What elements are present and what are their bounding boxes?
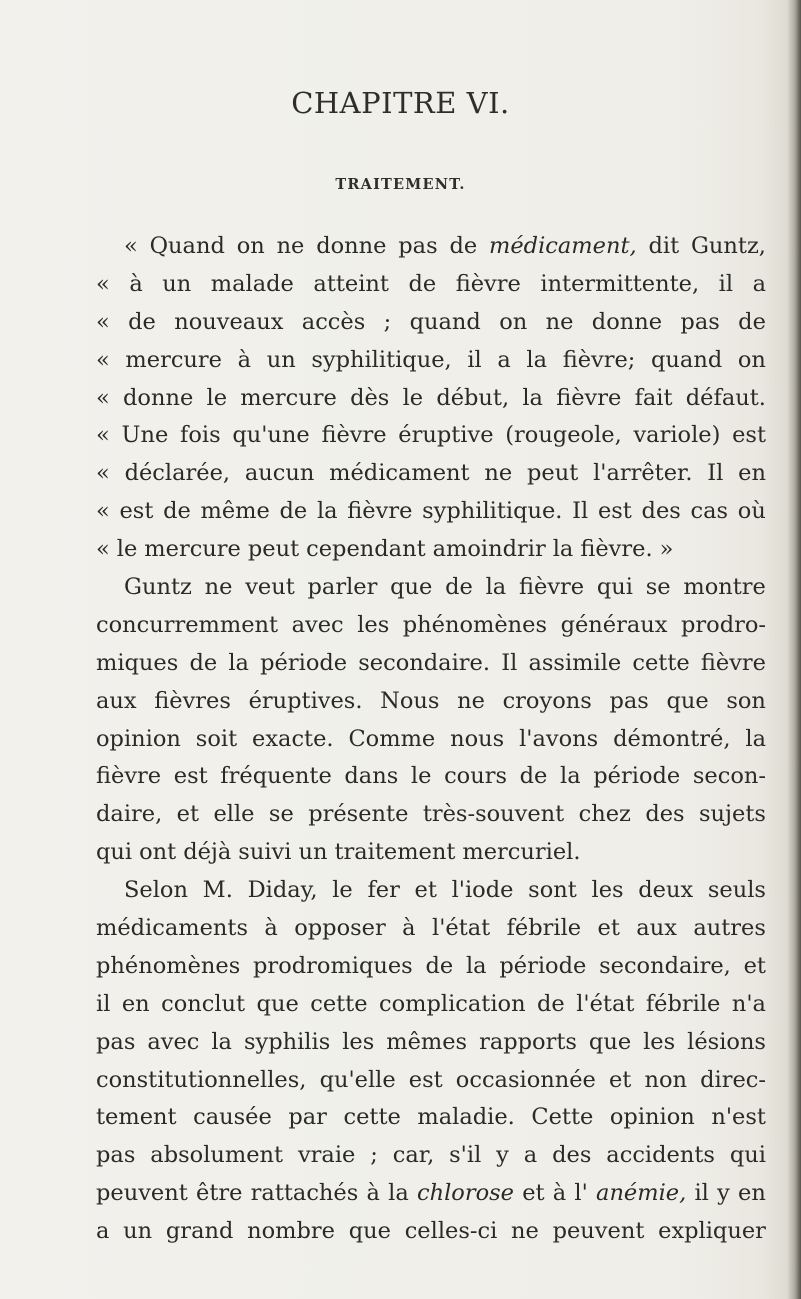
body-text [96,233,766,1256]
italic-word: médicament, [489,233,637,259]
word: fièvre [321,422,387,449]
word: fébrile [645,990,721,1017]
word: parler [307,574,378,601]
word: où [737,498,766,525]
word: avec [291,611,344,638]
text-line [96,1029,766,1067]
word: « [96,536,110,563]
word: fait [634,384,673,411]
text-line [96,498,766,536]
word: ne [484,460,513,487]
word: un [266,346,296,373]
word: de [128,308,156,335]
word: le [116,536,138,563]
word: médicaments [96,915,248,942]
word: « [96,384,110,411]
word: pas [96,1142,136,1169]
word: avec [147,1028,200,1055]
word: la [526,346,548,373]
word: car, [392,1142,435,1169]
word: pas [398,233,438,259]
word: Nous [380,687,440,714]
italic-word: anémie, [596,1180,687,1207]
word: peut [247,536,300,563]
word: le [206,384,228,411]
word: Il [501,649,518,676]
word: fer [367,877,400,904]
word: donne [316,233,387,259]
word: les [643,1028,676,1055]
word: que [390,574,433,601]
word: nous [450,725,505,752]
word: Il [572,498,589,525]
word: y [496,1142,509,1169]
word: qui [96,839,133,866]
word: être [196,1180,243,1207]
word: il [694,1180,709,1207]
word: malade [210,270,294,297]
word: rapports [479,1028,577,1055]
word: peuvent [96,1180,188,1207]
word: ne [511,1218,539,1245]
word: suivi [238,839,292,866]
word: les [591,877,624,904]
text-line [96,953,766,991]
word: vraie [297,1142,356,1169]
word: et [522,1180,545,1207]
word: cette [632,649,690,676]
word: Guntz [124,574,192,601]
text-line [96,726,766,764]
word: mercure [240,384,337,411]
word: absolument [150,1142,284,1169]
text-line [96,877,766,915]
word: constitutionnelles, [96,1066,307,1093]
word: causée [193,1104,272,1131]
word: de [445,574,473,601]
word: le [332,877,353,904]
word: aux [636,915,677,942]
word: soit [195,725,238,752]
word: l'avons [519,725,599,752]
text-line [96,347,766,385]
word: donne [123,384,194,411]
word: ne [457,687,485,714]
text-line [96,309,766,347]
text-line [96,763,766,801]
word: mêmes [386,1028,468,1055]
word: lésions [687,1028,766,1055]
word: « [96,346,110,373]
word: fièvre [96,763,162,790]
word: cette [343,1104,401,1131]
word: de [738,308,766,335]
word: sont [528,877,577,904]
word: Quand [149,233,225,259]
word: cas [690,498,729,525]
word: pas [609,687,649,714]
word: il [718,270,734,297]
word: n'a [731,990,766,1017]
word: à [402,915,416,942]
word: ne [204,574,233,601]
word: a [523,1142,538,1169]
word: opinion [96,725,181,752]
word: la [745,725,766,752]
text-line [96,612,766,650]
word: syphilitique. [422,498,563,525]
word: la [228,649,249,676]
word: a [497,346,511,373]
word: n'est [711,1104,766,1131]
word: à [237,346,252,373]
word: conclut [161,990,246,1017]
word: « [96,422,110,449]
word: accès [301,308,366,335]
word: très-souvent [422,801,565,828]
text-line [96,688,766,726]
word: à [552,1180,567,1207]
text-line [96,991,766,1029]
word: la [560,763,581,790]
word: ; [383,308,392,335]
word: de [189,649,218,676]
text-line [96,1067,766,1105]
word: la [316,498,338,525]
word: syphilitique, [311,346,452,373]
word: éruptive [398,422,494,449]
word: secon- [692,763,766,790]
word: la [465,952,487,979]
word: ne [276,233,305,259]
word: tement [96,1104,177,1131]
text-line [96,1218,766,1256]
word: y [717,1180,730,1207]
text-line [96,1180,766,1218]
word: complication [379,990,526,1017]
word: » [659,536,674,563]
word: est [173,763,208,790]
word: que [666,687,709,714]
word: il [96,990,111,1017]
word: opinion [609,1104,695,1131]
word: dit [648,233,680,259]
page-edge-shadow [787,0,801,1299]
word: fébrile [506,915,582,942]
word: phénomènes [96,952,241,979]
word: nombre [247,1218,335,1245]
word: l'arrêter. [593,460,693,487]
word: chez [578,801,631,828]
word: se [645,574,671,601]
word: et [597,915,620,942]
word: en [738,460,766,487]
word: fièvre [700,649,766,676]
word: et [608,1066,632,1093]
word: que [348,1218,391,1245]
word: l'iode [451,877,514,904]
word: fréquente [220,763,332,790]
word: il [467,346,482,373]
word: qu'elle [319,1066,396,1093]
word: un [298,839,328,866]
word: opposer [294,915,386,942]
word: se [268,801,294,828]
word: la [552,536,574,563]
word: de [279,498,308,525]
word: des [552,1142,592,1169]
word: secondaire, [599,952,731,979]
word: fièvres [154,687,231,714]
word: l' [574,1180,588,1207]
word: l'état [432,915,491,942]
word: en [738,1180,766,1207]
word: croyons [502,687,592,714]
word: la [485,574,507,601]
word: s'il [449,1142,482,1169]
word: ; [370,1142,378,1169]
word: Comme [348,725,436,752]
word: des [641,498,681,525]
text-line [96,839,766,877]
word: fièvre [519,574,585,601]
word: on [499,308,528,335]
word: de [519,763,548,790]
word: fièvre; [562,346,636,373]
word: peuvent [552,1218,645,1245]
word: un [123,1218,153,1245]
word: présente [308,801,409,828]
word: quand [409,308,481,335]
word: période [593,763,681,790]
word: « [124,233,138,259]
word: défaut. [685,384,766,411]
word: exacte. [252,725,334,752]
word: seuls [707,877,766,904]
chapter-heading: CHAPITRE VI. [291,86,510,120]
text-line [96,801,766,839]
word: les [342,1028,375,1055]
word: est [597,498,632,525]
word: Guntz, [690,233,766,259]
word: Selon [124,877,188,904]
word: que [256,990,299,1017]
word: fois [180,422,221,449]
word: début, [436,384,510,411]
word: que [588,1028,632,1055]
word: déjà [183,839,232,866]
word: a [96,1218,110,1245]
word: un [162,270,192,297]
word: elle [213,801,255,828]
word: maladie. [417,1104,515,1131]
word: traitement [334,839,456,866]
text-line [96,650,766,688]
text-line [96,536,766,574]
word: on [737,346,766,373]
word: on [236,233,265,259]
word: fièvre [455,270,521,297]
word: la [388,1180,409,1207]
word: de [425,952,454,979]
word: amoindrir [432,536,546,563]
word: dès [350,384,390,411]
word: à [129,270,143,297]
section-heading: TRAITEMENT. [335,176,466,193]
text-line [96,271,766,309]
word: (rougeole, [505,422,622,449]
word: les [357,611,390,638]
word: M. [202,877,233,904]
text-line [96,915,766,953]
word: fièvre. [580,536,653,563]
word: est [119,498,154,525]
word: grand [165,1218,234,1245]
word: pas [96,1028,136,1055]
word: direc- [700,1066,766,1093]
word: nouveaux [174,308,284,335]
word: le [410,763,432,790]
word: à [264,915,278,942]
word: ne [545,308,574,335]
word: cette [310,990,368,1017]
word: deux [638,877,694,904]
text-line [96,574,766,612]
word: éruptives. [248,687,363,714]
word: mercure [144,536,241,563]
word: aucun [244,460,315,487]
word: qui [729,1142,766,1169]
word: généraux [560,611,668,638]
text-line [96,1104,766,1142]
word: occasionnée [455,1066,596,1093]
word: non [644,1066,687,1093]
word: Diday, [247,877,318,904]
word: daire, [96,801,163,828]
word: « [96,498,110,525]
word: donne [591,308,663,335]
word: qu'une [232,422,310,449]
word: mercure [125,346,222,373]
word: concurremment [96,611,279,638]
word: veut [245,574,295,601]
word: fièvre [556,384,622,411]
word: fièvre [347,498,413,525]
word: atteint [313,270,389,297]
word: cependant [306,536,426,563]
word: prodro- [680,611,766,638]
word: autres [693,915,766,942]
word: des [645,801,685,828]
word: la [522,384,543,411]
italic-word: chlorose [416,1180,514,1207]
word: de [537,990,565,1017]
word: Une [121,422,169,449]
word: rattachés [250,1180,359,1207]
word: Il [707,460,724,487]
word: dans [344,763,399,790]
word: miques [96,649,179,676]
word: a [752,270,766,297]
word: syphilis [243,1028,331,1055]
word: et [176,801,200,828]
word: cours [444,763,508,790]
word: montre [683,574,766,601]
word: de [408,270,437,297]
text-line [96,460,766,498]
word: de [163,498,191,525]
word: la [211,1028,232,1055]
word: pas [680,308,720,335]
text-line [96,385,766,423]
word: secondaire. [358,649,491,676]
word: de [449,233,478,259]
word: déclarée, [124,460,231,487]
word: le [402,384,424,411]
word: aux [96,687,137,714]
word: en [121,990,150,1017]
word: l'état [576,990,635,1017]
word: par [288,1104,327,1131]
word: expliquer [658,1218,766,1245]
text-line [96,233,766,271]
word: « [96,270,110,297]
word: mercuriel. [462,839,581,866]
word: variole) [633,422,721,449]
word: période [260,649,348,676]
word: phénomènes [402,611,548,638]
word: « [96,460,110,487]
word: à [366,1180,380,1207]
word: démontré, [613,725,731,752]
word: peut [527,460,579,487]
word: est [408,1066,443,1093]
word: ont [139,839,177,866]
word: qui [596,574,633,601]
word: « [96,308,110,335]
text-line [96,422,766,460]
word: période [499,952,587,979]
word: celles-ci [404,1218,498,1245]
word: quand [651,346,723,373]
word: est [732,422,766,449]
word: intermittente, [540,270,700,297]
word: Cette [531,1104,594,1131]
word: prodromiques [253,952,413,979]
word: assimile [528,649,622,676]
word: médicament [329,460,470,487]
word: son [726,687,766,714]
word: accidents [606,1142,715,1169]
word: sujets [699,801,766,828]
word: et [414,877,437,904]
word: même [200,498,270,525]
text-line [96,1142,766,1180]
word: et [743,952,766,979]
